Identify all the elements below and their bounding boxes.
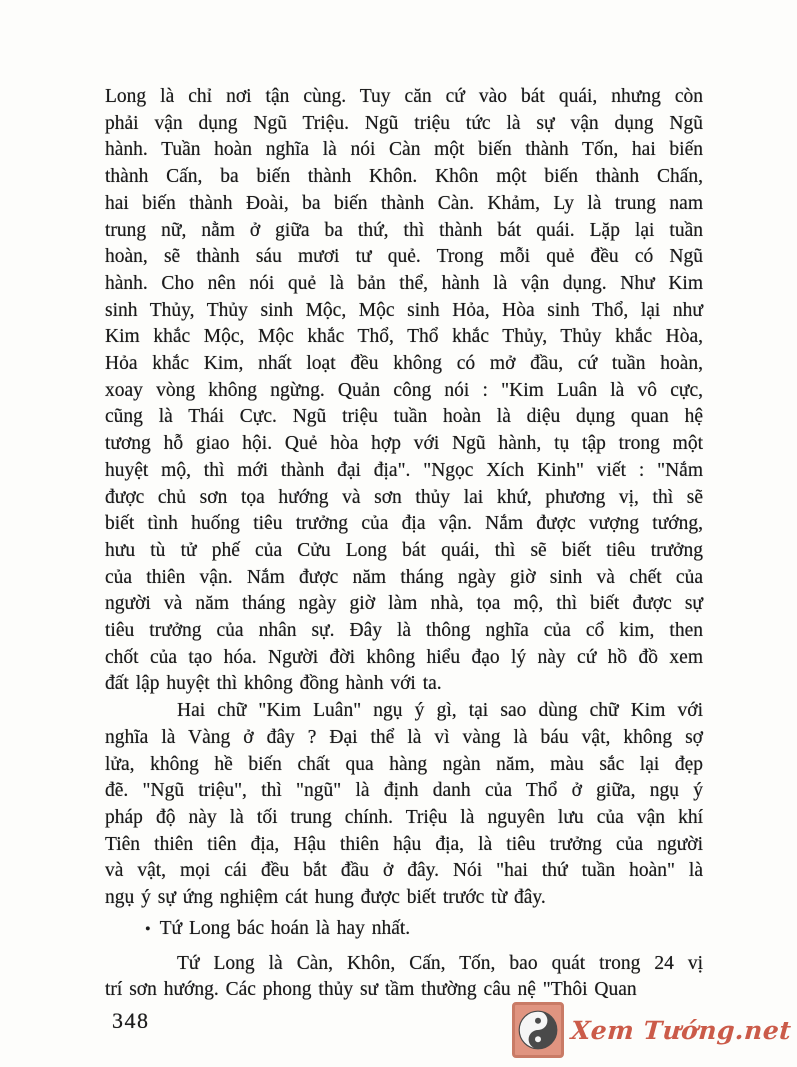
- text-line: trung nữ, nằm ở giữa ba thứ, thì thành bát quái. Lặp lại tuần: [105, 219, 703, 241]
- text-line: biết tình huống tiêu trưởng của địa vận. Nắm được vượng tướng,: [105, 513, 703, 535]
- text-line: sinh Thủy, Thủy sinh Mộc, Mộc sinh Hỏa, Hòa sinh Thổ, lại như: [105, 299, 703, 321]
- site-logo: [512, 1002, 791, 1058]
- text-line: Tứ Long là Càn, Khôn, Cấn, Tốn, bao quát trong 24 vị: [177, 952, 703, 974]
- text-block: [105, 84, 703, 1004]
- text-line: Hỏa khắc Kim, nhất loạt đều không có mở đầu, cứ tuần hoàn,: [105, 353, 703, 375]
- text-line: Kim khắc Mộc, Mộc khắc Thổ, Thổ khắc Thủy, Thủy khắc Hòa,: [105, 326, 703, 348]
- text-line: được chủ sơn tọa hướng và sơn thủy lai khứ, phương vị, thì sẽ: [105, 486, 703, 508]
- text-line: người và năm tháng ngày giờ làm nhà, tọa mộ, thì biết được sự: [105, 593, 703, 615]
- text-line: huyệt mộ, thì mới thành đại địa". "Ngọc Xích Kinh" viết : "Nắm: [105, 459, 703, 481]
- text-line: hoàn, sẽ thành sáu mươi tư quẻ. Trong mỗi quẻ đều có Ngũ: [105, 246, 703, 268]
- text-line: hành. Cho nên nói quẻ là bản thể, hành là vận dụng. Như Kim: [105, 272, 703, 294]
- bullet-item: [105, 916, 703, 944]
- text-line: thành Cấn, ba biến thành Khôn. Khôn một biến thành Chấn,: [105, 166, 703, 188]
- text-line: đất lập huyệt thì không đồng hành với ta.: [105, 673, 442, 695]
- text-line: nghĩa là Vàng ở đây ? Đại thể là vì vàng là báu vật, không sợ: [105, 726, 703, 748]
- bullet-icon: •: [145, 920, 151, 938]
- text-line: hưu tù tử phế của Cửu Long bát quái, thì sẽ biết tiêu trưởng: [105, 539, 703, 561]
- yin-yang-icon: [512, 1002, 564, 1058]
- text-line: phải vận dụng Ngũ Triệu. Ngũ triệu tức là sự vận dụng Ngũ: [105, 112, 703, 134]
- text-line: tương hỗ giao hội. Quẻ hòa hợp với Ngũ hành, tụ tập trong một: [105, 433, 703, 455]
- paragraph: [105, 951, 703, 1004]
- text-line: của thiên vận. Nắm được năm tháng ngày giờ sinh và chết của: [105, 566, 703, 588]
- text-line: hành. Tuần hoàn nghĩa là nói Càn một biến thành Tốn, hai biến: [105, 139, 703, 161]
- text-line: hai biến thành Đoài, ba biến thành Càn. Khảm, Ly là trung nam: [105, 192, 703, 214]
- text-line: và vật, mọi cái đều bắt đầu ở đây. Nói "hai thứ tuần hoàn" là: [105, 860, 703, 882]
- text-line: cũng là Thái Cực. Ngũ triệu tuần hoàn là diệu dụng quan hệ: [105, 406, 703, 428]
- text-line: tiêu trưởng của nhân sự. Đây là thông nghĩa của cổ kim, then: [105, 620, 703, 642]
- text-line: Long là chỉ nơi tận cùng. Tuy căn cứ vào bát quái, nhưng còn: [105, 86, 703, 107]
- text-line: Hai chữ "Kim Luân" ngụ ý gì, tại sao dùng chữ Kim với: [177, 700, 703, 722]
- text-line: xoay vòng không ngừng. Quản công nói : "Kim Luân là vô cực,: [105, 379, 703, 401]
- text-line: trí sơn hướng. Các phong thủy sư tầm thường câu nệ "Thôi Quan: [105, 979, 637, 1001]
- text-line: lửa, không hề biến chất qua hàng ngàn năm, màu sắc lại đẹp: [105, 753, 703, 775]
- text-line: chốt của tạo hóa. Người đời không hiểu đạo lý này cứ hồ đồ xem: [105, 646, 703, 668]
- paragraph: [105, 84, 703, 698]
- text-line: ngụ ý sự ứng nghiệm cát hung được biết trước từ đây.: [105, 887, 546, 909]
- text-line: pháp độ này là tối trung chính. Triệu là nguyên lưu của vận khí: [105, 806, 703, 828]
- text-line: đẽ. "Ngũ triệu", thì "ngũ" là định danh của Thổ ở giữa, ngụ ý: [105, 780, 703, 802]
- text-line: • Tứ Long bác hoán là hay nhất.: [145, 917, 411, 939]
- page-number: 348: [112, 1008, 150, 1033]
- site-name: Xem Tướng.net: [569, 1015, 793, 1045]
- text-line: Tiên thiên tiên địa, Hậu thiên hậu địa, là tiêu trưởng của người: [105, 833, 703, 855]
- paragraph: [105, 698, 703, 912]
